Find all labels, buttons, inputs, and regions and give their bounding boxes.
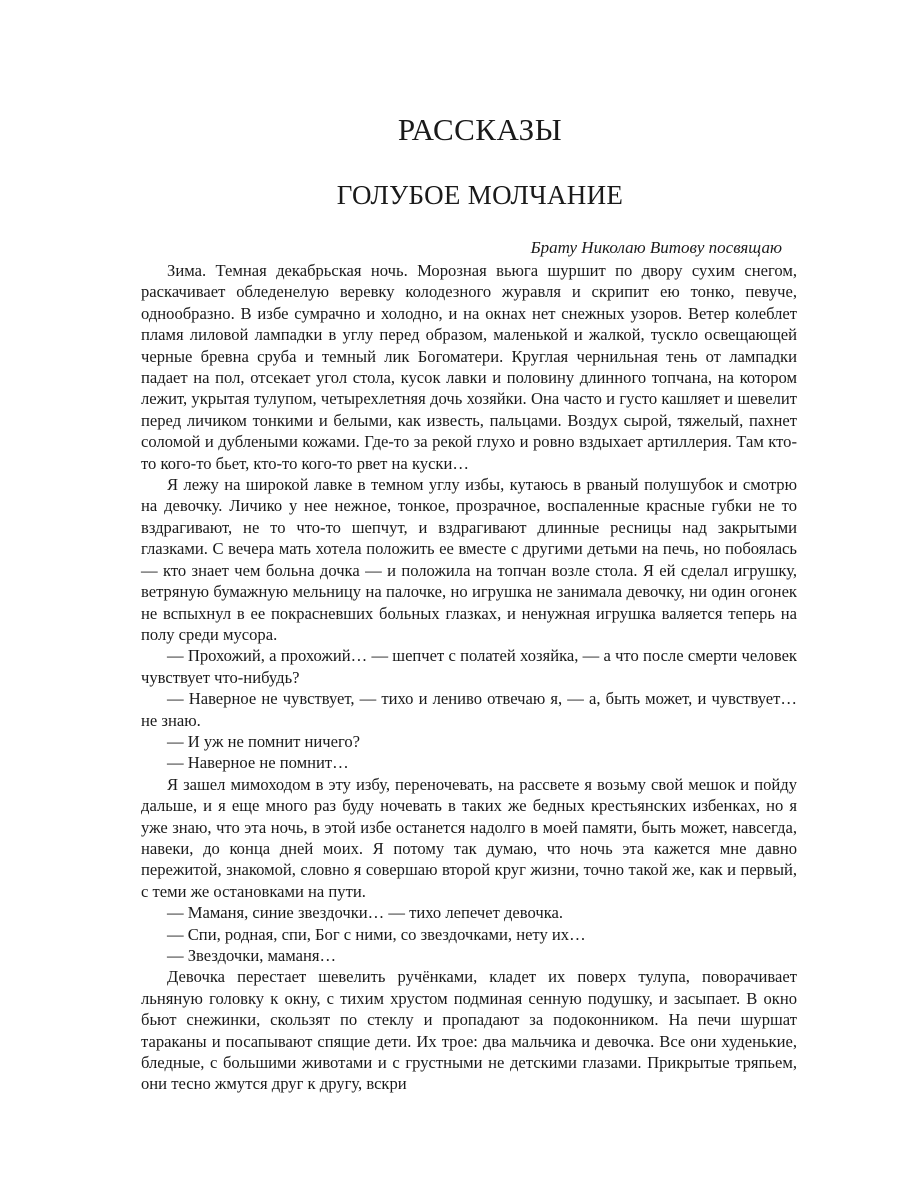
story-body bbox=[141, 260, 797, 1095]
dialogue-line: — Наверное не чувствует, — тихо и лениво отвечаю я, — а, быть может, и чувствует… не знаю. bbox=[141, 689, 797, 730]
dialogue-line: — Спи, родная, спи, Бог с ними, со звездочками, нету их… bbox=[167, 924, 586, 944]
dialogue-line: — И уж не помнит ничего? bbox=[167, 731, 361, 751]
dialogue-line: — Маманя, синие звездочки… — тихо лепечет девочка. bbox=[167, 903, 564, 923]
paragraph: Я лежу на широкой лавке в темном углу избы, кутаюсь в рваный полушубок и смотрю на девочку. Личико у нее нежное, тонкое, прозрачное, воспаленные красные губки не то вздрагивают, не то что-то шепчут, и вздрагивают длинные ресницы над закрытыми глазками. С вечера мать хотела положить ее вместе с другими детьми на печь, но побоялась — кто знает чем больна дочка — и положила на топчан возле стола. Я ей сделал игрушку, ветряную бумажную мельницу на палочке, но игрушка не занимала девочку, ни один огонек не вспыхнул в ее покрасневших больных глазках, и ненужная игрушка валяется теперь на полу среди мусора. bbox=[141, 475, 797, 644]
dialogue-line: — Звездочки, маманя… bbox=[167, 946, 337, 965]
paragraph: Девочка перестает шевелить ручёнками, кладет их поверх тулупа, поворачивает льняную головку к окну, с тихим хрустом подминая сенную подушку, и засыпает. В окно бьют снежинки, скользят по стеклу и пропадают за подоконником. На печи шуршат тараканы и посапывают спящие дети. Их трое: два мальчика и девочка. Все они худенькие, бледные, с большими животами и с грустными не детскими глазами. Прикрытые тряпьем, они тесно жмутся друг к другу, вскри bbox=[141, 967, 797, 1094]
section-title: РАССКАЗЫ bbox=[397, 112, 563, 147]
paragraph: Зима. Темная декабрьская ночь. Морозная вьюга шуршит по двору сухим снегом, раскачивает обледенелую веревку колодезного журавля и скрипит ею тонко, певуче, однообразно. В избе сумрачно и холодно, и на окнах нет снежных узоров. Ветер колеблет пламя лиловой лампадки в углу перед образом, маленькой и жалкой, тускло освещающей черные бревна сруба и темный лик Богоматери. Круглая чернильная тень от лампадки падает на пол, отсекает угол стола, кусок лавки и половину длинного топчана, на котором лежит, укрытая тулупом, четырехлетняя дочь хозяйки. Она часто и густо кашляет и шевелит перед личиком тонкими и белыми, как известь, пальцами. Воздух сырой, тяжелый, пахнет соломой и дублеными кожами. Где-то за рекой глухо и ровно вздыхает артиллерия. Там кто-то кого-то бьет, кто-то кого-то рвет на куски… bbox=[141, 261, 797, 473]
dialogue-line: — Наверное не помнит… bbox=[167, 753, 349, 773]
dialogue-line: — Прохожий, а прохожий… — шепчет с полатей хозяйка, — а что после смерти человек чувствует что-нибудь? bbox=[141, 646, 797, 687]
story-title: ГОЛУБОЕ МОЛЧАНИЕ bbox=[336, 180, 624, 210]
dedication: Брату Николаю Витову посвящаю bbox=[530, 238, 782, 257]
paragraph: Я зашел мимоходом в эту избу, переночевать, на рассвете я возьму свой мешок и пойду дальше, и я еще много раз буду ночевать в таких же бедных крестьянских избенках, но я уже знаю, что эта ночь, в этой избе останется надолго в моей памяти, быть может, навсегда, навеки, до конца дней моих. Я потому так думаю, что ночь эта кажется мне давно пережитой, знакомой, словно я совершаю второй круг жизни, точно такой же, как и первый, с теми же остановками на пути. bbox=[141, 774, 797, 901]
